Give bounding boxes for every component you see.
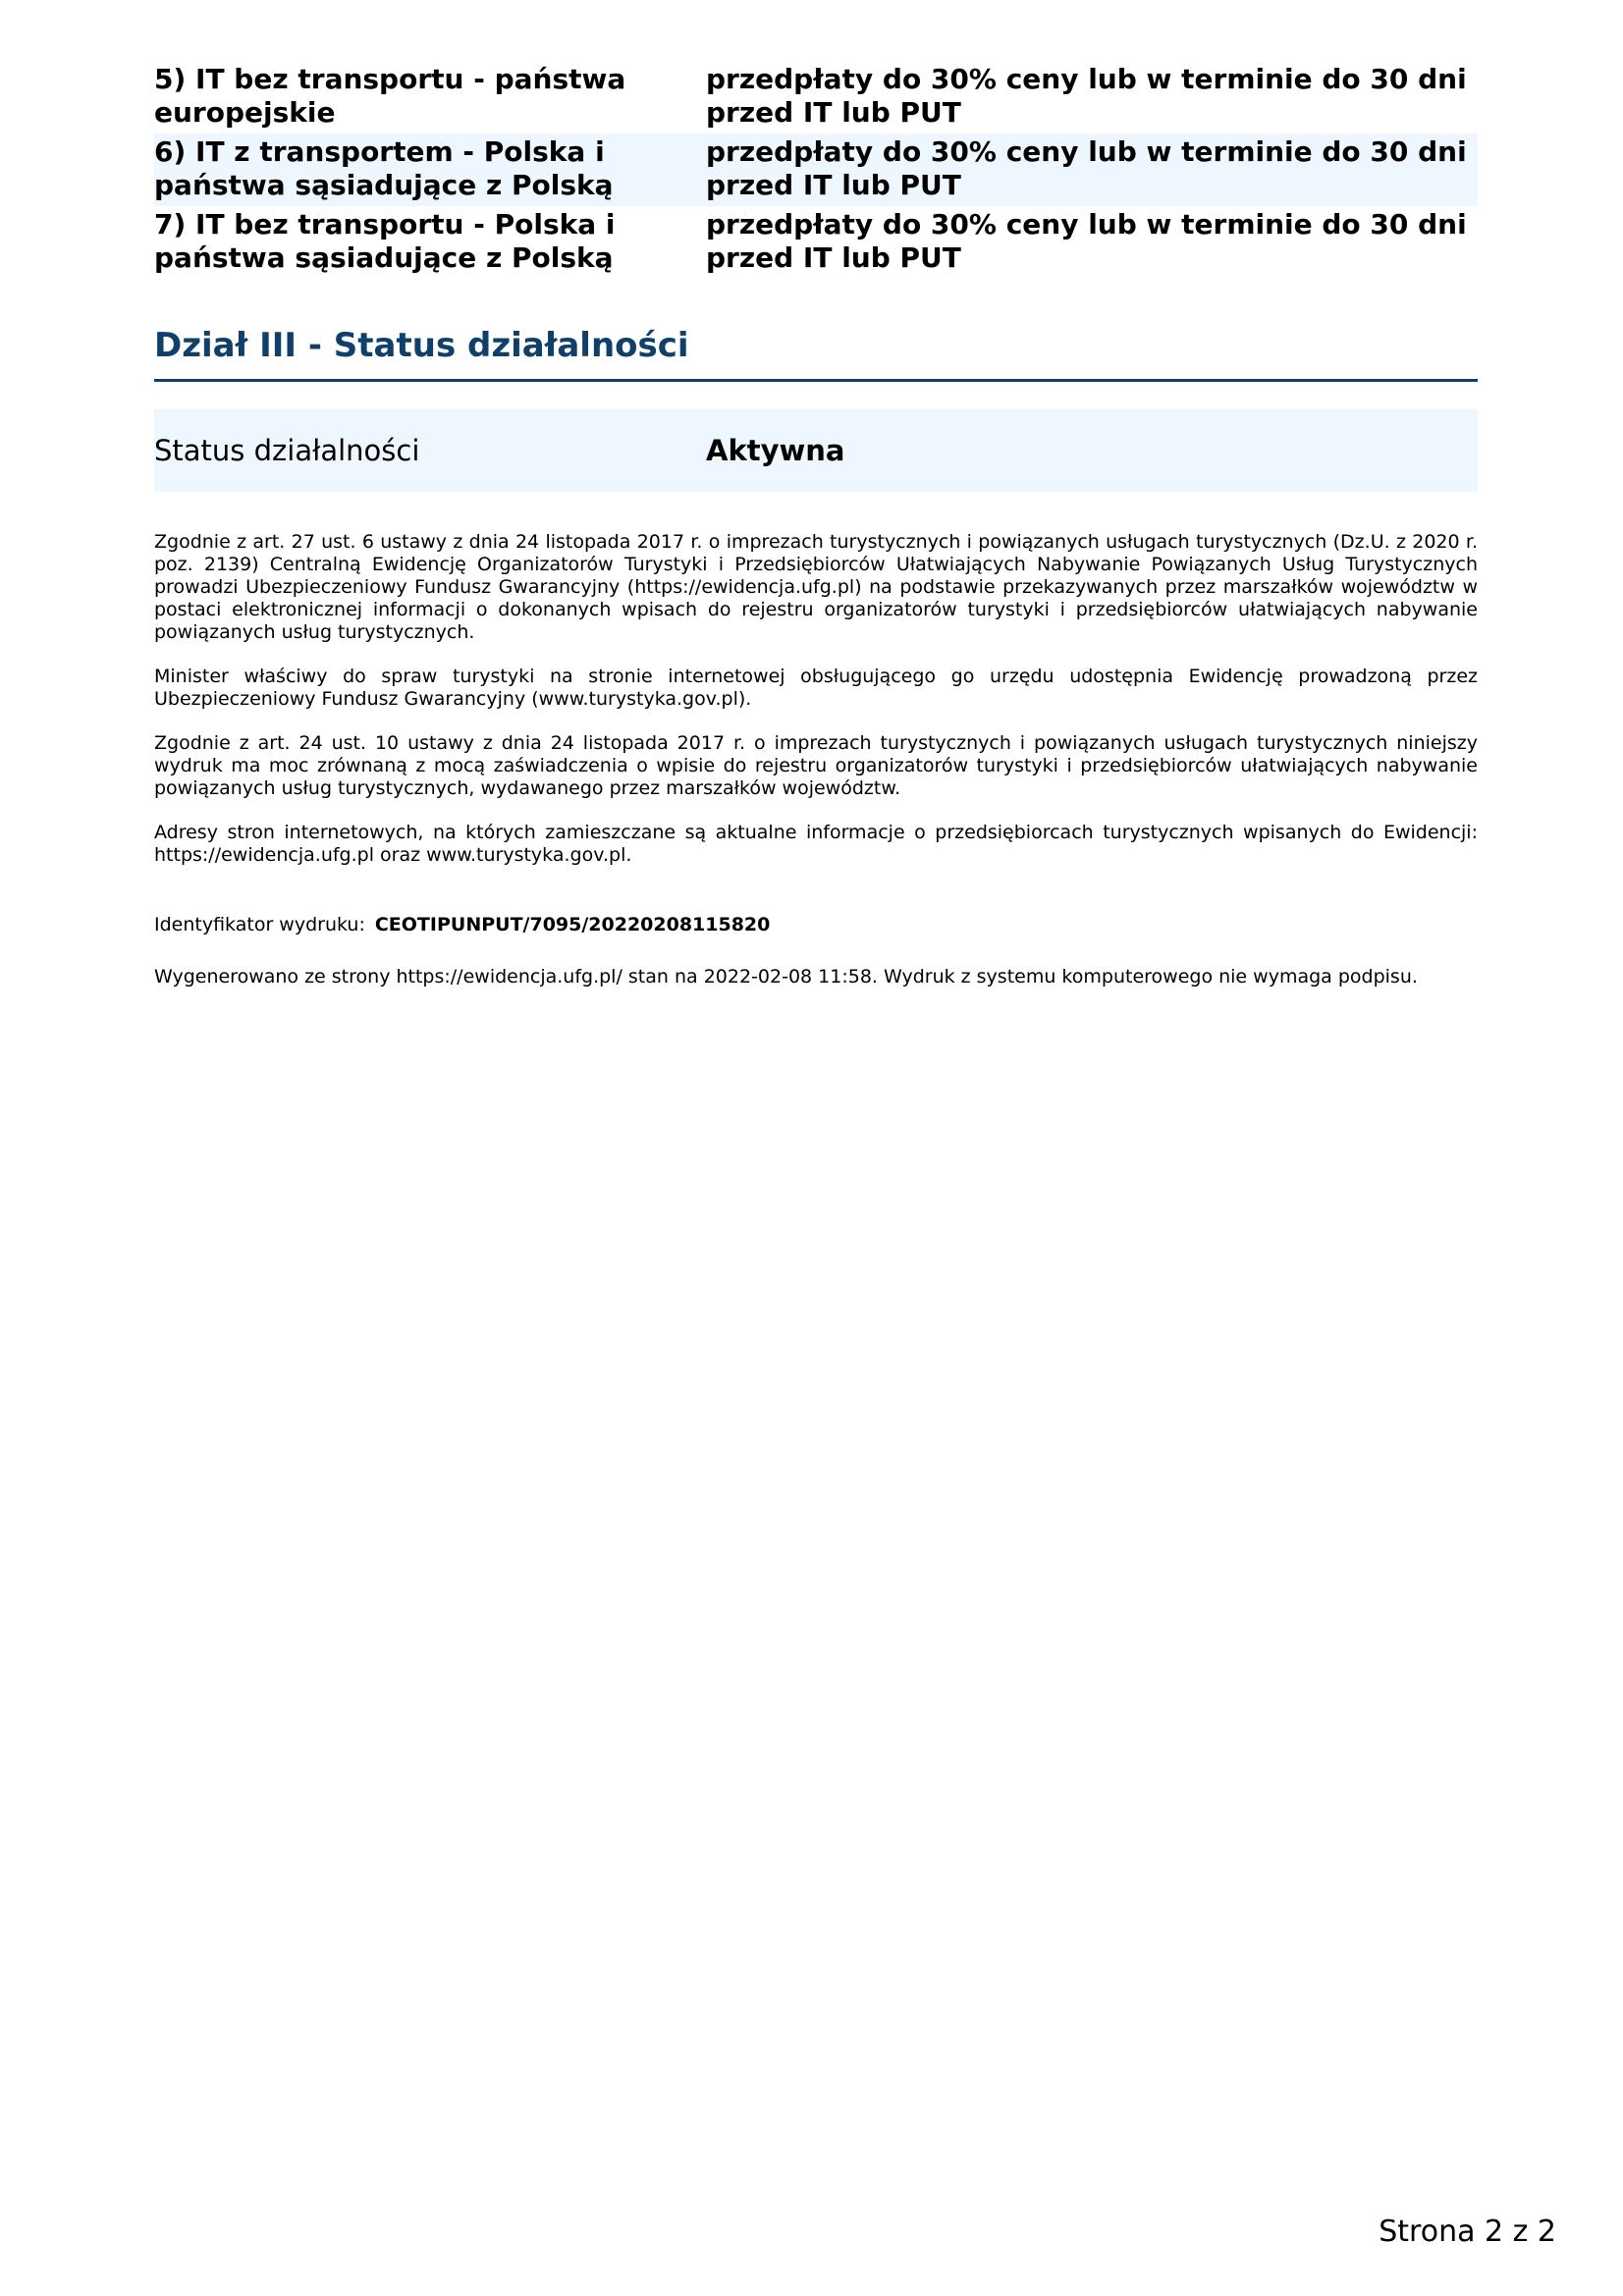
legal-paragraph-4: Adresy stron internetowych, na których zamieszczane są aktualne informacje o przedsiębiorcach turystycznych wpisanych do Ewidencji: https://ewidencja.ufg.pl oraz www.turystyka.gov.pl.	[154, 822, 1478, 866]
table-row-label: 6) IT z transportem - Polska i państwa sąsiadujące z Polską	[154, 135, 614, 201]
identifier-label: Identyfikator wydruku:	[154, 914, 365, 935]
printout-identifier	[154, 914, 1478, 936]
page-number: Strona 2 z 2	[1379, 2215, 1556, 2249]
table-row-value: przedpłaty do 30% ceny lub w terminie do 30 dni przed IT lub PUT	[706, 135, 1467, 201]
table-row-label: 7) IT bez transportu - Polska i państwa sąsiadujące z Polską	[154, 208, 616, 274]
legal-paragraph-1: Zgodnie z art. 27 ust. 6 ustawy z dnia 24 listopada 2017 r. o imprezach turystycznych i powiązanych usługach turystycznych (Dz.U. z 2020 r. poz. 2139) Centralną Ewidencję Organizatorów Turystyki i Przedsiębiorców Ułatwiających Nabywanie Powiązanych Usług Turystycznych prowadzi Ubezpieczeniowy Fundusz Gwarancyjny (https://ewidencja.ufg.pl) na podstawie przekazywanych przez marszałków województw w postaci elektronicznej informacji o dokonanych wpisach do rejestru organizatorów turystyki i przedsiębiorców ułatwiających nabywanie powiązanych usług turystycznych.	[154, 531, 1478, 643]
legal-paragraph-3: Zgodnie z art. 24 ust. 10 ustawy z dnia 24 listopada 2017 r. o imprezach turystycznych i powiązanych usługach turystycznych niniejszy wydruk ma moc zrównaną z mocą zaświadczenia o wpisie do rejestru organizatorów turystyki i przedsiębiorców ułatwiających nabywanie powiązanych usług turystycznych, wydawanego przez marszałków województw.	[154, 732, 1478, 799]
table-row-5	[154, 61, 1478, 133]
legal-paragraph-2: Minister właściwy do spraw turystyki na stronie internetowej obsługującego go urzędu udostępnia Ewidencję prowadzoną przez Ubezpieczeniowy Fundusz Gwarancyjny (www.turystyka.gov.pl).	[154, 666, 1478, 710]
status-value: Aktywna	[706, 434, 845, 467]
table-row-6	[154, 133, 1478, 206]
status-row	[154, 409, 1478, 492]
document-content	[154, 61, 1478, 988]
table-row-value: przedpłaty do 30% ceny lub w terminie do 30 dni przed IT lub PUT	[706, 208, 1467, 274]
table-row-7	[154, 206, 1478, 279]
table-row-value: przedpłaty do 30% ceny lub w terminie do 30 dni przed IT lub PUT	[706, 63, 1467, 129]
status-label: Status działalności	[154, 434, 420, 467]
identifier-value: CEOTIPUNPUT/7095/20220208115820	[374, 914, 771, 935]
generated-note: Wygenerowano ze strony https://ewidencja.ufg.pl/ stan na 2022-02-08 11:58. Wydruk z systemu komputerowego nie wymaga podpisu.	[154, 966, 1418, 988]
section-title: Dział III - Status działalności	[154, 326, 1478, 382]
table-row-label: 5) IT bez transportu - państwa europejskie	[154, 63, 626, 129]
